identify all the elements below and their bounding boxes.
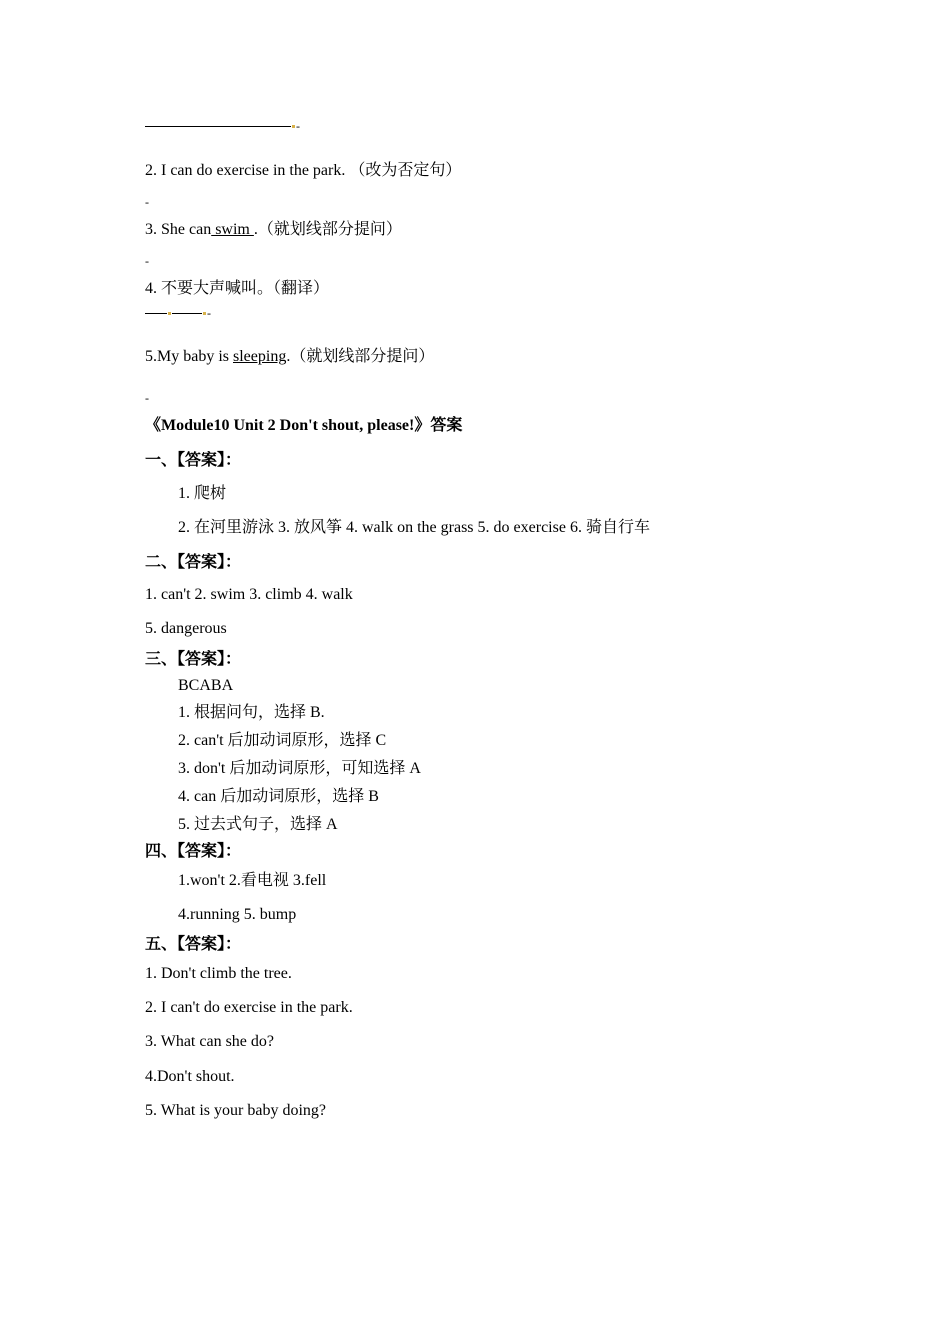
- section-2-answer-line: 5. dangerous: [145, 620, 227, 637]
- blank-underline: [172, 313, 202, 314]
- answer-blank-q5: -: [145, 391, 149, 405]
- answer-blank-q2: -: [145, 195, 149, 209]
- section-3-explanation: 4. can 后加动词原形，选择 B: [178, 788, 379, 805]
- question-5: [145, 347, 434, 367]
- question-3-underlined-word: swim: [211, 221, 254, 238]
- section-5-answer-line: 3. What can she do?: [145, 1033, 274, 1050]
- question-3-prefix: 3. She can: [145, 221, 212, 238]
- question-2: [145, 161, 461, 181]
- question-4: 4. 不要大声喊叫。（翻译）: [145, 280, 330, 297]
- section-3-heading: 三、【答案】：: [145, 651, 242, 668]
- blank-end-mark: -: [207, 306, 211, 320]
- section-5-answer-line: 2. I can't do exercise in the park.: [145, 999, 353, 1016]
- section-2-heading: 二、【答案】：: [145, 554, 242, 571]
- marker-dot: [168, 312, 171, 315]
- section-3-explanation: 2. can't 后加动词原形，选择 C: [178, 732, 387, 749]
- question-5-prefix: 5.My baby is: [145, 348, 233, 365]
- question-5-instruction: .（就划线部分提问）: [286, 348, 435, 365]
- section-4-answer-line: 4.running 5. bump: [178, 906, 297, 923]
- section-3-explanation: 5. 过去式句子，选择 A: [178, 816, 338, 833]
- question-2-instruction: （改为否定句）: [349, 162, 462, 179]
- marker-dot: [292, 125, 295, 128]
- answer-blank-q1: [145, 116, 300, 136]
- section-2-answer-line: 1. can't 2. swim 3. climb 4. walk: [145, 586, 353, 603]
- answers-title: 《Module10 Unit 2 Don't shout, please!》答案: [145, 417, 463, 434]
- question-5-underlined-word: sleeping: [233, 348, 287, 365]
- question-3: [145, 220, 402, 240]
- blank-underline: [145, 313, 167, 314]
- answer-blank-q4: [145, 303, 211, 323]
- section-5-answer-line: 5. What is your baby doing?: [145, 1102, 327, 1119]
- marker-dot: [203, 312, 206, 315]
- section-5-answer-line: 1. Don't climb the tree.: [145, 965, 292, 982]
- section-3-explanation: 1. 根据问句，选择 B.: [178, 704, 325, 721]
- section-3-explanation: 3. don't 后加动词原形，可知选择 A: [178, 760, 421, 777]
- blank-underline: [145, 126, 291, 127]
- section-5-heading: 五、【答案】：: [145, 936, 242, 953]
- question-2-text: 2. I can do exercise in the park.: [145, 162, 346, 179]
- section-1-answer-line: 1. 爬树: [178, 485, 227, 502]
- answer-blank-q3: -: [145, 254, 149, 268]
- blank-end-mark: -: [296, 119, 300, 133]
- section-4-answer-line: 1.won't 2.看电视 3.fell: [178, 872, 327, 889]
- section-4-heading: 四、【答案】：: [145, 843, 242, 860]
- section-1-heading: 一、【答案】：: [145, 452, 242, 469]
- section-3-answer-key: BCABA: [178, 677, 234, 694]
- section-1-answer-line: 2. 在河里游泳 3. 放风筝 4. walk on the grass 5. do exercise 6. 骑自行车: [178, 519, 650, 536]
- question-3-instruction: .（就划线部分提问）: [253, 221, 402, 238]
- section-5-answer-line: 4.Don't shout.: [145, 1068, 235, 1085]
